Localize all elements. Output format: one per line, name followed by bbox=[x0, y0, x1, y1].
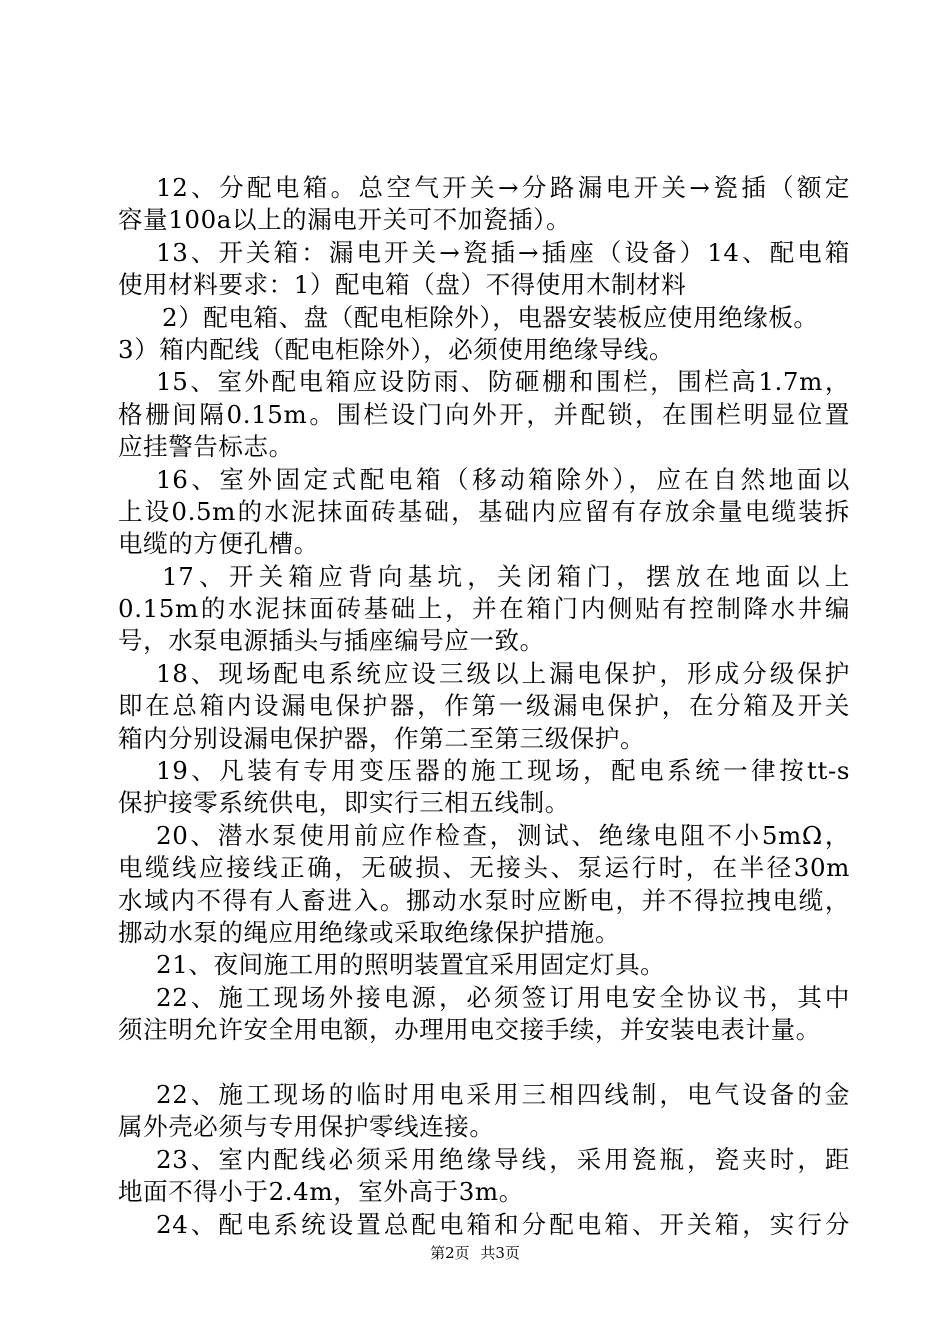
text-line: 13、开关箱：漏电开关→瓷插→插座（设备）14、配电箱 bbox=[156, 237, 850, 267]
text-line: 即在总箱内设漏电保护器，作第一级漏电保护，在分箱及开关 bbox=[118, 691, 850, 721]
text-line: 须注明允许安全用电额，办理用电交接手续，并安装电表计量。 bbox=[118, 1015, 821, 1045]
page-footer bbox=[0, 1243, 950, 1263]
text-line: 地面不得小于2.4m，室外高于3m。 bbox=[118, 1177, 524, 1207]
text-line: 使用材料要求：1）配电箱（盘）不得使用木制材料 bbox=[118, 270, 687, 300]
text-line: 3）箱内配线（配电柜除外），必须使用绝缘导线。 bbox=[118, 334, 675, 364]
text-line: 22、施工现场的临时用电采用三相四线制，电气设备的金 bbox=[156, 1079, 850, 1109]
text-line: 19、凡装有专用变压器的施工现场，配电系统一律按tt-s bbox=[156, 756, 850, 786]
page-total: 共3页 bbox=[480, 1244, 520, 1262]
document-body bbox=[118, 172, 850, 1241]
text-line: 保护接零系统供电，即实行三相五线制。 bbox=[118, 788, 570, 818]
text-line: 箱内分别设漏电保护器，作第二至第三级保护。 bbox=[118, 723, 646, 753]
text-line: 12、分配电箱。总空气开关→分路漏电开关→瓷插（额定 bbox=[156, 173, 850, 202]
text-line: 23、室内配线必须采用绝缘导线，采用瓷瓶，瓷夹时，距 bbox=[156, 1144, 850, 1174]
text-line: 水域内不得有人畜进入。挪动水泵时应断电，并不得拉拽电缆， bbox=[118, 885, 850, 915]
text-line: 20、潜水泵使用前应作检查，测试、绝缘电阻不小5mΩ， bbox=[156, 820, 850, 850]
text-line: 21、夜间施工用的照明装置宜采用固定灯具。 bbox=[156, 950, 666, 980]
page-number: 第2页 bbox=[430, 1244, 470, 1262]
text-line: 2）配电箱、盘（配电柜除外），电器安装板应使用绝缘板。 bbox=[162, 302, 819, 332]
blank-line bbox=[118, 1047, 850, 1079]
text-line: 16、室外固定式配电箱（移动箱除外），应在自然地面以 bbox=[156, 464, 850, 494]
text-line: 应挂警告标志。 bbox=[118, 432, 294, 462]
text-line: 上设0.5m的水泥抹面砖基础，基础内应留有存放余量电缆装拆 bbox=[118, 496, 850, 526]
text-line: 0.15m的水泥抹面砖基础上，并在箱门内侧贴有控制降水井编 bbox=[118, 594, 850, 624]
text-line: 15、室外配电箱应设防雨、防砸棚和围栏，围栏高1.7m， bbox=[156, 367, 850, 397]
text-line: 18、现场配电系统应设三级以上漏电保护，形成分级保护 bbox=[156, 658, 850, 688]
text-line: 电缆线应接线正确，无破损、无接头、泵运行时，在半径30m bbox=[118, 853, 850, 883]
text-line: 号，水泵电源插头与插座编号应一致。 bbox=[118, 626, 545, 656]
text-line: 格栅间隔0.15m。围栏设门向外开，并配锁，在围栏明显位置 bbox=[118, 399, 850, 429]
text-line: 电缆的方便孔槽。 bbox=[118, 529, 319, 559]
text-line: 容量100a以上的漏电开关可不加瓷插）。 bbox=[118, 205, 572, 235]
text-line: 挪动水泵的绳应用绝缘或采取绝缘保护措施。 bbox=[118, 917, 620, 947]
text-line: 17、开关箱应背向基坑，关闭箱门，摆放在地面以上 bbox=[162, 561, 850, 591]
text-line: 22、施工现场外接电源，必须签订用电安全协议书，其中 bbox=[156, 982, 850, 1012]
text-line: 24、配电系统设置总配电箱和分配电箱、开关箱，实行分 bbox=[156, 1209, 850, 1239]
text-line: 属外壳必须与专用保护零线连接。 bbox=[118, 1112, 495, 1142]
